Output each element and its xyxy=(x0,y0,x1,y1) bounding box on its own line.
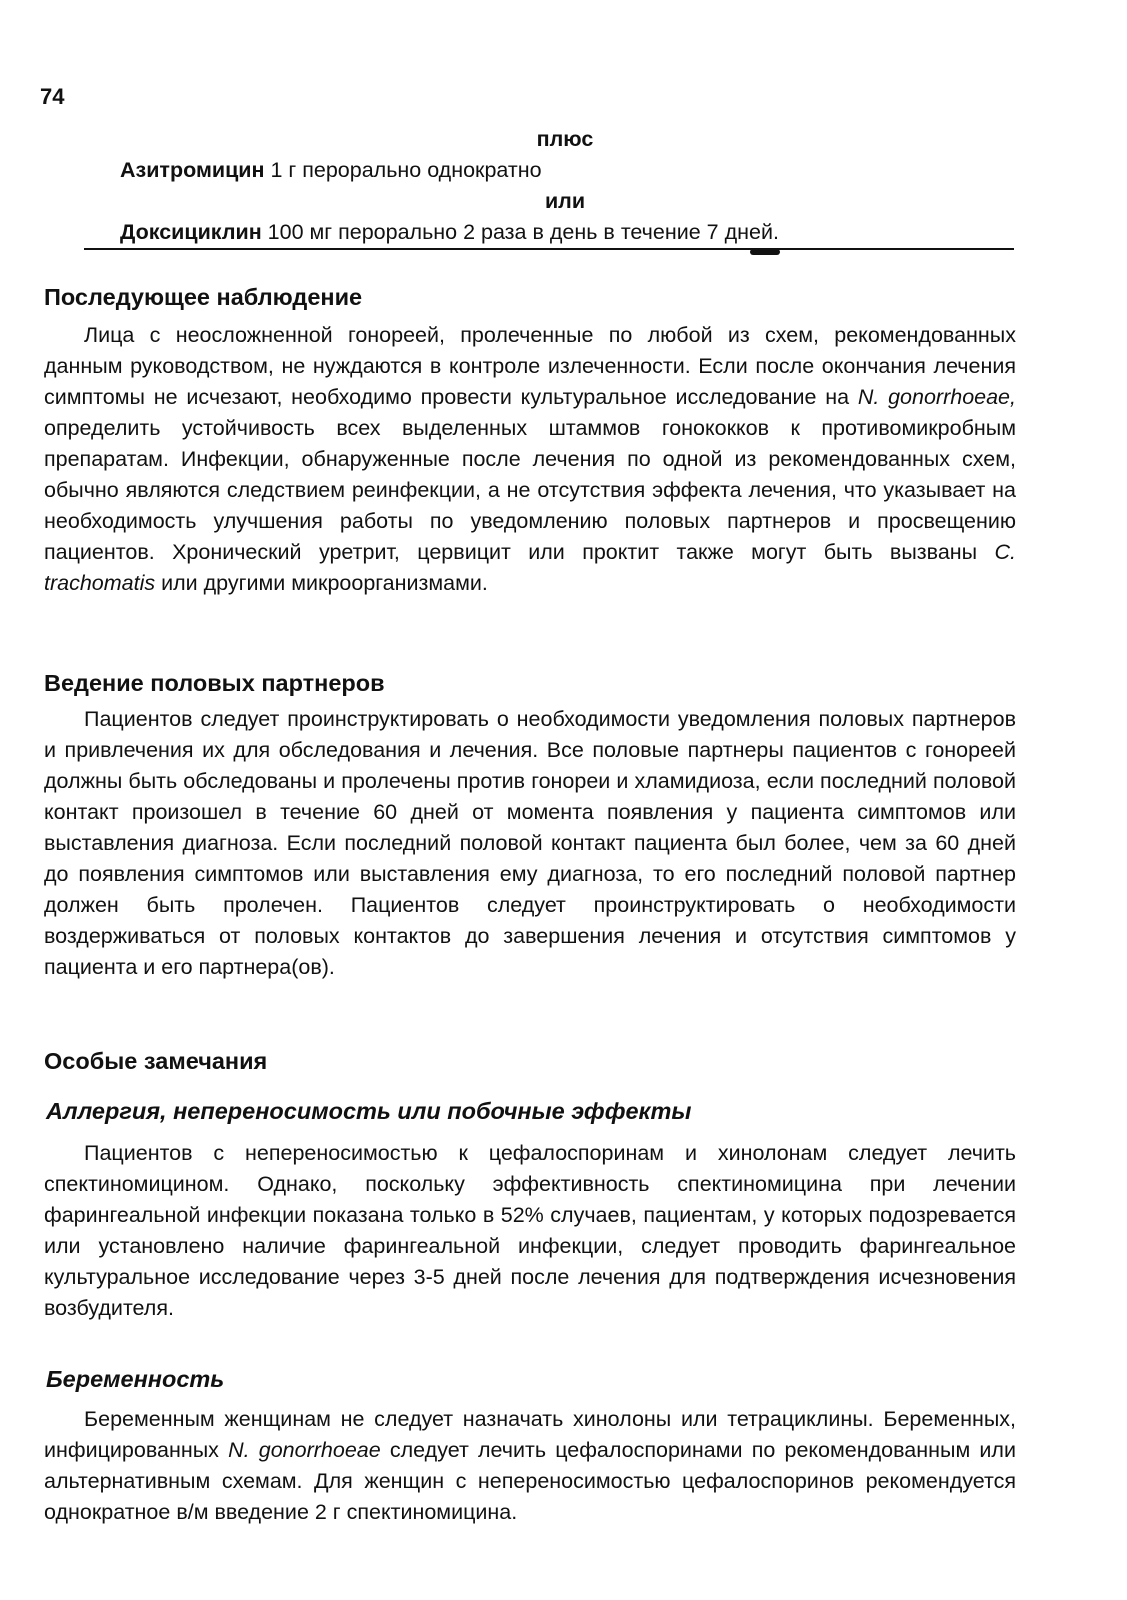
paragraph-allergy: Пациентов с непереносимостью к цефалоспоринам и хинолонам следует лечить спектиномицином. Однако, поскольку эффективность спектиномицина при лечении фарингеальной инфекции показана только в 52% случаев, пациентам, у которых подозревается или установлено наличие фарингеальной инфекции, следует проводить фарингеальное культуральное исследование через 3-5 дней после лечения для подтверждения исчезновения возбудителя. xyxy=(44,1141,1016,1320)
followup-text-1: Лица с неосложненной гонореей, пролеченные по любой из схем, рекомендованных данным руководством, не нуждаются в контроле излеченности. Если после окончания лечения симптомы не исчезают, необходимо провести культуральное исследование на xyxy=(44,323,1016,409)
heading-allergy: Аллергия, непереносимость или побочные эффекты xyxy=(46,1098,692,1124)
heading-pregnancy: Беременность xyxy=(46,1366,225,1392)
pregnancy-text-2: следует лечить цефалоспоринами по рекомендованным или альтернативным схемам. Для женщин с непереносимостью цефалоспоринов рекомендуется однократное в/м введение 2 г спектиномицина. xyxy=(44,1438,1016,1524)
paragraph-partners: Пациентов следует проинструктировать о необходимости уведомления половых партнеров и привлечения их для обследования и лечения. Все половые партнеры пациентов с гонореей должны быть обследованы и пролечены против гонореи и хламидиоза, если последний половой контакт произошел в течение 60 дней от момента появления у пациента симптомов или выставления диагноза. Если последний половой контакт пациента был более, чем за 60 дней до появления симптомов или выставления ему диагноза, то его последний половой партнер должен быть пролечен. Пациентов следует проинструктировать о необходимости воздерживаться от половых контактов до завершения лечения и отсутствия симптомов у пациента и его партнера(ов). xyxy=(44,707,1016,979)
regimen-line-azithromycin xyxy=(120,155,1010,186)
section-divider xyxy=(84,248,1014,250)
followup-italic-trachomatis: C. trachomatis xyxy=(44,540,1016,595)
heading-special: Особые замечания xyxy=(44,1048,268,1074)
followup-italic-gonorrhoeae: N. gonorrhoeae, xyxy=(857,385,1016,409)
regimen-dose-azithromycin: 1 г перорально однократно xyxy=(264,158,542,182)
heading-partners: Ведение половых партнеров xyxy=(44,670,385,696)
regimen-line-doxycycline xyxy=(120,217,1010,248)
paragraph-followup xyxy=(44,320,1016,599)
regimen-or: или xyxy=(544,189,586,213)
pregnancy-text-1: Беременным женщинам не следует назначать хинолоны или тетрациклины. Беременных, инфицированных xyxy=(44,1407,1016,1462)
divider-mark xyxy=(750,249,780,255)
heading-followup: Последующее наблюдение xyxy=(44,284,363,310)
pregnancy-italic-gonorrhoeae: N. gonorrhoeae xyxy=(228,1438,381,1462)
regimen-plus: плюс xyxy=(536,127,594,151)
drug-name-azithromycin: Азитромицин xyxy=(120,158,265,182)
followup-text-3: или другими микроорганизмами. xyxy=(155,571,488,595)
treatment-regimen xyxy=(120,124,1010,248)
drug-name-doxycycline: Доксициклин xyxy=(120,220,262,244)
page-number: 74 xyxy=(40,84,65,109)
regimen-dose-doxycycline: 100 мг перорально 2 раза в день в течение 7 дней. xyxy=(261,220,779,244)
followup-text-2: определить устойчивость всех выделенных штаммов гонококков к противомикробным препаратам. Инфекции, обнаруженные после лечения по одной из рекомендованных схем, обычно являются следствием реинфекции, а не отсутствия эффекта лечения, что указывает на необходимость улучшения работы по уведомлению половых партнеров и просвещению пациентов. Хронический уретрит, цервицит или проктит также могут быть вызваны xyxy=(44,416,1016,564)
paragraph-pregnancy xyxy=(44,1404,1016,1528)
